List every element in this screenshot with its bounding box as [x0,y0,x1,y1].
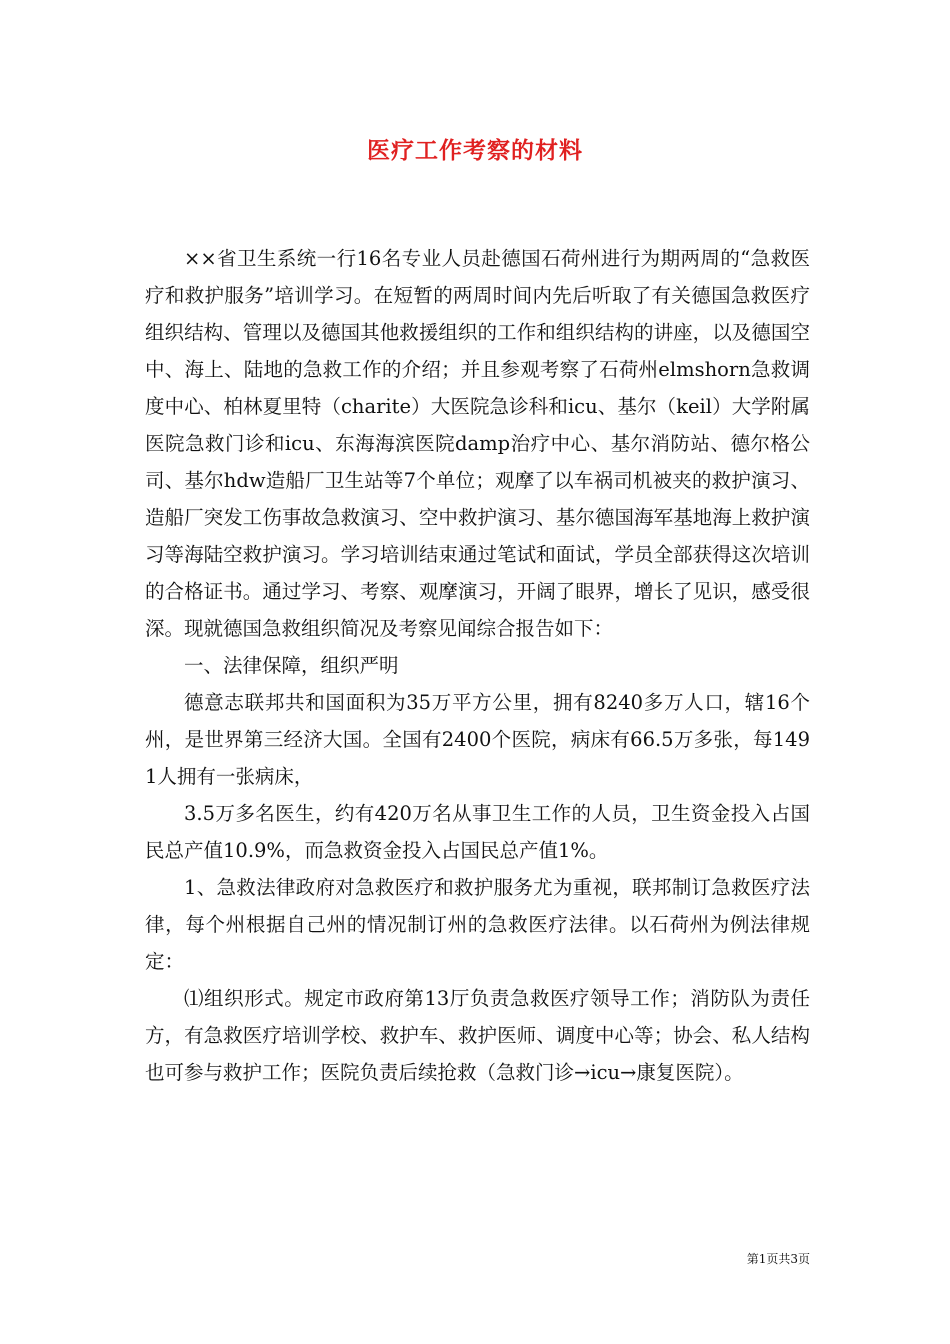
page-number: 第1页共3页 [746,1252,810,1266]
paragraph-intro: ××省卫生系统一行16名专业人员赴德国石荷州进行为期两周的“急救医疗和救护服务”培训学习。在短暂的两周时间内先后听取了有关德国急救医疗组织结构、管理以及德国其他救援组织的工作和组织结构的讲座，以及德国空中、海上、陆地的急救工作的介绍；并且参观考察了石荷州elmshorn急救调度中心、柏林夏里特（charite）大医院急诊科和icu、基尔（keil）大学附属医院急救门诊和icu、东海海滨医院damp治疗中心、基尔消防站、德尔格公司、基尔hdw造船厂卫生站等7个单位；观摩了以车祸司机被夹的救护演习、造船厂突发工伤事故急救演习、空中救护演习、基尔德国海军基地海上救护演习等海陆空救护演习。学习培训结束通过笔试和面试，学员全部获得这次培训的合格证书。通过学习、考察、观摩演习，开阔了眼界，增长了见识，感受很深。现就德国急救组织简况及考察见闻综合报告如下： [145,247,810,640]
paragraph-germany-overview: 德意志联邦共和国面积为35万平方公里，拥有8240多万人口，辖16个州，是世界第三经济大国。全国有2400个医院，病床有66.5万多张，每1491人拥有一张病床， [145,691,810,788]
document-title: 医疗工作考察的材料 [367,137,583,164]
paragraph-organization-form: ⑴组织形式。规定市政府第13厅负责急救医疗领导工作；消防队为责任方，有急救医疗培训学校、救护车、救护医师、调度中心等；协会、私人结构也可参与救护工作；医院负责后续抢救（急救门诊→icu→康复医院）。 [145,987,810,1084]
paragraph-emergency-law: 1、急救法律政府对急救医疗和救护服务尤为重视，联邦制订急救医疗法律，每个州根据自己州的情况制订州的急救医疗法律。以石荷州为例法律规定： [145,876,810,973]
paragraph-doctors-funding: 3.5万多名医生，约有420万名从事卫生工作的人员，卫生资金投入占国民总产值10.9%，而急救资金投入占国民总产值1%。 [145,802,810,862]
section-heading-legal: 一、法律保障，组织严明 [184,654,399,677]
document-body [145,240,810,1091]
